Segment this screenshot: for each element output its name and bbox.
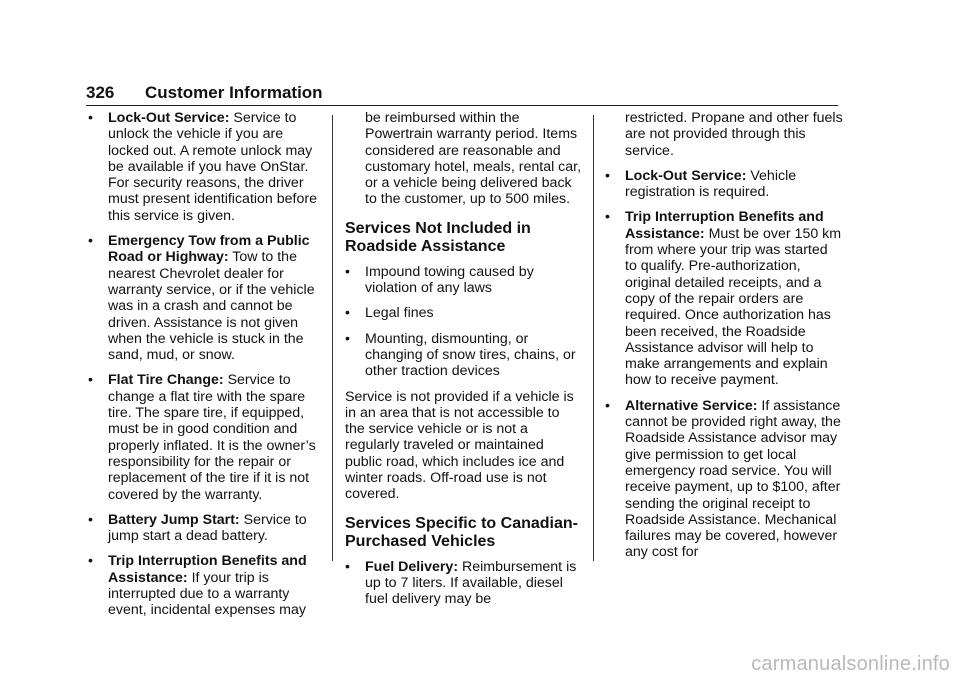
list-item <box>88 372 320 502</box>
column-3 <box>605 110 843 570</box>
bullet-icon: • <box>605 397 610 414</box>
list-item <box>345 559 583 608</box>
bullet-icon: • <box>345 558 350 575</box>
item-text: Must be over 150 km from where your trip was started to qualify. Pre-authorization, original detailed receipts, and a copy of the repair orders are required. Once authorization has been received, the Roadside Assistance advisor will help to make arrangements and explain how to receive payment. <box>625 225 842 389</box>
column-divider <box>593 115 594 561</box>
page-header <box>86 83 838 106</box>
list-item <box>605 398 843 561</box>
item-term: Lock-Out Service: <box>625 167 747 184</box>
bullet-icon: • <box>88 233 93 250</box>
item-term: Battery Jump Start: <box>108 511 240 528</box>
bullet-icon: • <box>605 167 610 184</box>
item-text: If assistance cannot be provided right away, the Roadside Assistance advisor may give permission to get local emergency road service. You will receive payment, up to $100, after sending the original receipt to Roadside Assistance. Mechanical failures may be covered, however any cost for <box>625 397 841 561</box>
page-number: 326 <box>86 83 115 102</box>
item-term: Trip Interruption Benefits and Assistance: <box>625 209 824 242</box>
list-item <box>88 110 320 224</box>
item-text: Reimbursement is up to 7 liters. If available, diesel fuel delivery may be <box>365 558 577 608</box>
watermark: carmanualsonline.info <box>751 653 950 675</box>
item-text: Mounting, dismounting, or changing of snow tires, chains, or other traction devices <box>365 330 576 380</box>
item-text: Vehicle registration is required. <box>625 167 797 201</box>
item-text: Service to change a flat tire with the spare tire. The spare tire, if equipped, must be in good condition and properly inflated. It is the owner’s responsibility for the repair or replacement of the tire if it is not covered by the warranty. <box>108 372 316 503</box>
item-term: Fuel Delivery: <box>365 558 459 575</box>
column-1 <box>88 110 320 628</box>
bullet-icon: • <box>88 372 93 389</box>
bullet-icon: • <box>88 110 93 126</box>
item-text: If your trip is interrupted due to a warranty event, incidental expenses may <box>108 569 306 619</box>
item-term: Flat Tire Change: <box>108 372 224 389</box>
item-text: Service to jump start a dead battery. <box>108 511 307 545</box>
bullet-icon: • <box>88 553 93 570</box>
item-term: Trip Interruption Benefits and Assistance: <box>108 553 307 586</box>
list-item-continuation <box>605 110 843 159</box>
item-term: Alternative Service: <box>625 397 758 414</box>
list-item <box>88 553 320 618</box>
column-2 <box>345 110 583 617</box>
list-item <box>605 168 843 201</box>
bullet-icon: • <box>345 263 350 280</box>
item-text: Service to unlock the vehicle if you are locked out. A remote unlock may be available if you have OnStar. For security reasons, the driver must present identification before this service is given. <box>108 110 317 224</box>
list-item <box>345 305 583 321</box>
bullet-icon: • <box>88 511 93 528</box>
list-item <box>605 209 843 388</box>
item-term: Emergency Tow from a Public Road or Highway: <box>108 233 310 266</box>
bullet-icon: • <box>345 305 350 322</box>
item-text: Tow to the nearest Chevrolet dealer for warranty service, or if the vehicle was in a crash and cannot be driven. Assistance is not given when the vehicle is stuck in the sand, mud, or snow. <box>108 249 315 364</box>
item-text: Impound towing caused by violation of any laws <box>365 263 534 297</box>
list-item <box>345 264 583 297</box>
list-item <box>88 233 320 363</box>
list-item <box>345 331 583 380</box>
section-title: Customer Information <box>145 83 323 102</box>
item-text: be reimbursed within the Powertrain warranty period. Items considered are reasonable and customary hotel, meals, rental car, or a vehicle being delivered back to the customer, up to 500 miles. <box>365 110 582 208</box>
heading-canadian-services: Services Specific to Canadian-Purchased Vehicles <box>345 514 578 550</box>
bullet-icon: • <box>605 209 610 226</box>
item-text: Legal fines <box>365 305 434 322</box>
paragraph: Service is not provided if a vehicle is in an area that is not accessible to the service vehicle or is not a regularly traveled or maintained public road, which includes ice and winter roads. Off-road use is not covered. <box>345 388 574 503</box>
heading-services-not-included: Services Not Included in Roadside Assistance <box>345 219 531 255</box>
list-item-continuation <box>345 110 583 208</box>
bullet-icon: • <box>345 330 350 347</box>
item-text: restricted. Propane and other fuels are not provided through this service. <box>625 110 843 159</box>
item-term: Lock-Out Service: <box>108 110 230 126</box>
list-item <box>88 512 320 545</box>
column-divider <box>332 115 333 561</box>
